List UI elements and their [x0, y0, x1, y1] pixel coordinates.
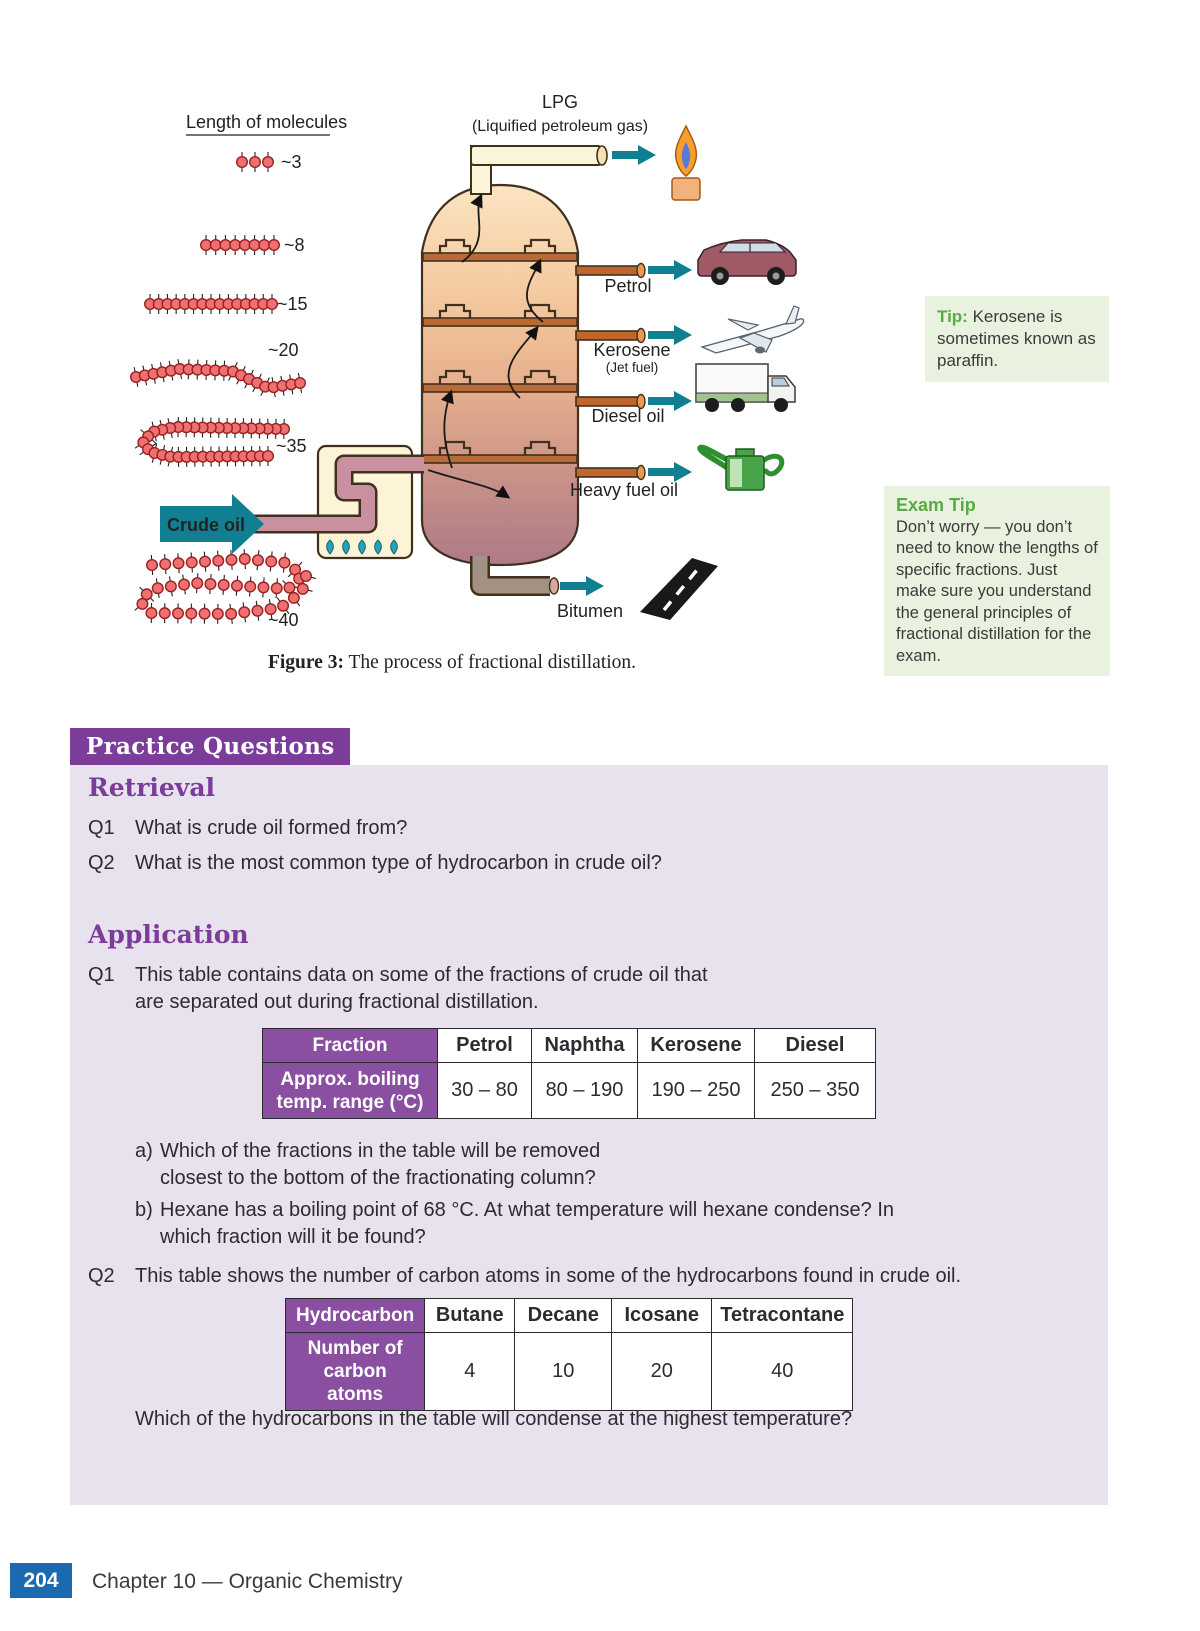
chain-label: ~15 [277, 294, 308, 314]
question-number: Q2 [88, 1265, 115, 1287]
oil-can-icon [700, 447, 782, 490]
airplane-icon [702, 306, 804, 354]
lpg-sublabel: (Liquified petroleum gas) [471, 118, 649, 135]
molecule-chain-2 [201, 235, 280, 255]
figure-caption-text: The process of fractional distillation. [348, 652, 637, 673]
candle-flame-icon [672, 126, 700, 200]
question-text: What is the most common type of hydrocarbon in crude oil? [135, 852, 662, 874]
question-number: Q2 [88, 852, 115, 874]
exam-tip-heading: Exam Tip [896, 495, 976, 515]
table-row-label: Number of carbon atoms [286, 1333, 425, 1411]
table-header-cell: Butane [425, 1299, 515, 1333]
table-header-cell: Petrol [438, 1029, 532, 1063]
table-value-cell: 20 [612, 1333, 712, 1411]
tip-text: Kerosene is sometimes known as paraffin. [937, 307, 1096, 370]
kerosene-label: Kerosene [593, 340, 671, 360]
question-text: This table shows the number of carbon atoms in some of the hydrocarbons found in crude oil. [135, 1265, 962, 1287]
petrol-label: Petrol [604, 276, 652, 296]
question-text: What is crude oil formed from? [135, 817, 408, 839]
truck-icon [696, 364, 795, 412]
footer-chapter: Chapter 10 — Organic Chemistry [92, 1570, 403, 1593]
lpg-pipe [471, 146, 607, 194]
table-value-cell: 80 – 190 [532, 1063, 638, 1119]
figure-caption [242, 652, 662, 674]
tip-box [925, 296, 1109, 382]
car-icon [698, 240, 796, 285]
sub-question-label: a) [135, 1140, 153, 1162]
chain-label: ~35 [276, 436, 307, 456]
footer-page-number: 204 [10, 1563, 72, 1598]
sub-question-text: Which of the fractions in the table will be removed closest to the bottom of the fractionating column? [160, 1140, 601, 1189]
table-header-cell: Fraction [263, 1029, 438, 1063]
molecule-chain-5 [135, 417, 289, 467]
sub-question-label: b) [135, 1199, 153, 1221]
table-header-cell: Icosane [612, 1299, 712, 1333]
exam-tip-text: Don’t worry — you don’t need to know the lengths of specific fractions. Just make sure you understand the general principles of fractional distillation for the exam. [896, 517, 1098, 665]
table-value-cell: 250 – 350 [755, 1063, 876, 1119]
final-question-text: Which of the hydrocarbons in the table will condense at the highest temperature? [135, 1408, 853, 1430]
table-header-cell: Tetracontane [712, 1299, 853, 1333]
diesel-oil-label: Diesel oil [591, 406, 665, 426]
chain-label: ~20 [268, 340, 299, 360]
heavy-fuel-oil-label: Heavy fuel oil [569, 480, 679, 500]
bitumen-label: Bitumen [556, 601, 624, 621]
exam-tip-box [884, 486, 1110, 676]
output-arrow-icon [648, 462, 692, 482]
fractions-table [262, 1028, 876, 1119]
practice-questions-panel [70, 765, 1108, 1505]
molecule-chain-3 [145, 294, 278, 314]
chain-label: ~8 [284, 235, 305, 255]
table-value-cell: 10 [515, 1333, 612, 1411]
jet-fuel-label: (Jet fuel) [605, 360, 659, 375]
crude-oil-label: Crude oil [167, 515, 246, 535]
application-heading: Application [88, 920, 249, 949]
question-number: Q1 [88, 964, 115, 986]
table-header-cell: Naphtha [532, 1029, 638, 1063]
output-arrow-icon [648, 260, 692, 280]
lpg-label: LPG [541, 92, 579, 112]
sub-question-text: Hexane has a boiling point of 68 °C. At what temperature will hexane condense? In which fraction will it be found? [160, 1199, 895, 1248]
molecule-chain-1 [237, 152, 274, 172]
tip-label: Tip: [937, 307, 968, 326]
table-header-cell: Diesel [755, 1029, 876, 1063]
practice-questions-banner: Practice Questions [70, 728, 350, 765]
chain-label: ~3 [281, 152, 302, 172]
table-header-cell: Decane [515, 1299, 612, 1333]
molecule-chain-4 [131, 359, 306, 397]
road-icon [640, 558, 718, 620]
chain-label: ~40 [268, 610, 299, 630]
retrieval-heading: Retrieval [88, 773, 216, 802]
table-header-cell: Hydrocarbon [286, 1299, 425, 1333]
figure-caption-label: Figure 3: [267, 652, 344, 673]
length-of-molecules-label: Length of molecules [186, 112, 348, 132]
hydrocarbons-table [285, 1298, 853, 1411]
table-header-cell: Kerosene [638, 1029, 755, 1063]
molecule-chains [131, 152, 316, 624]
table-value-cell: 40 [712, 1333, 853, 1411]
table-value-cell: 4 [425, 1333, 515, 1411]
table-row-label: Approx. boiling temp. range (°C) [263, 1063, 438, 1119]
output-arrow-icon [560, 576, 604, 596]
question-number: Q1 [88, 817, 115, 839]
question-text: This table contains data on some of the fractions of crude oil that are separated out during fractional distillation. [135, 964, 708, 1013]
table-value-cell: 30 – 80 [438, 1063, 532, 1119]
table-value-cell: 190 – 250 [638, 1063, 755, 1119]
output-arrow-icon [612, 145, 656, 165]
